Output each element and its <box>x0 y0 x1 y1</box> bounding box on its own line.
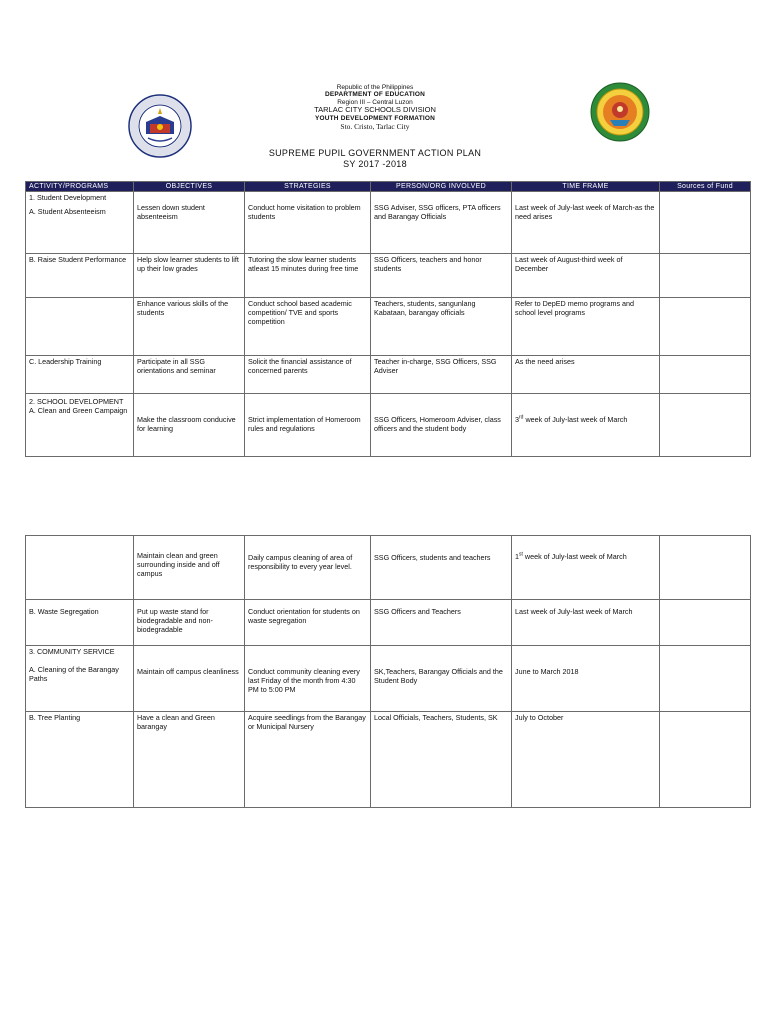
table-row <box>26 712 751 808</box>
table-row <box>26 646 751 712</box>
timeframe-cell <box>512 298 660 356</box>
persons-text: SSG Officers, Homeroom Adviser, class officers and the student body <box>374 415 501 433</box>
activity-text: C. Leadership Training <box>29 357 102 366</box>
strategy-text: Solicit the financial assistance of concerned parents <box>248 357 352 375</box>
persons-cell <box>371 536 512 600</box>
persons-text: SSG Officers and Teachers <box>374 607 461 616</box>
office-line: YOUTH DEVELOPMENT FORMATION <box>314 115 436 123</box>
section-label: 1. Student Development <box>29 193 107 202</box>
fund-cell <box>660 536 751 600</box>
fund-cell <box>660 192 751 254</box>
objective-text: Participate in all SSG orientations and seminar <box>137 357 216 375</box>
timeframe-text: Last week of August-third week of December <box>515 255 623 273</box>
timeframe-rest: week of July-last week of March <box>523 415 628 424</box>
activity-cell <box>26 712 134 808</box>
division-seal-icon <box>590 82 650 142</box>
strategy-text: Conduct orientation for students on waste segregation <box>248 607 360 625</box>
strategy-cell <box>245 536 371 600</box>
timeframe-cell <box>512 254 660 298</box>
fund-cell <box>660 394 751 457</box>
table-row <box>26 192 751 254</box>
activity-cell <box>26 192 134 254</box>
objective-cell <box>134 536 245 600</box>
col-header-strategies: STRATEGIES <box>245 182 371 192</box>
col-header-activity: ACTIVITY/PROGRAMS <box>26 182 134 192</box>
persons-text: SSG Officers, students and teachers <box>374 553 491 562</box>
activity-cell <box>26 356 134 394</box>
section-label: 2. SCHOOL DEVELOPMENT <box>29 397 124 406</box>
fund-cell <box>660 646 751 712</box>
tarlac-division-seal-logo <box>590 82 650 142</box>
strategy-cell <box>245 356 371 394</box>
persons-text: SK,Teachers, Barangay Officials and the Student Body <box>374 667 503 685</box>
persons-cell <box>371 712 512 808</box>
fund-cell <box>660 254 751 298</box>
col-header-fund: Sources of Fund <box>660 182 751 192</box>
objective-text: Maintain clean and green surrounding inside and off campus <box>137 551 220 578</box>
col-header-timeframe: TIME FRAME <box>512 182 660 192</box>
activity-text: A. Cleaning of the Barangay Paths <box>29 665 119 683</box>
division-line: TARLAC CITY SCHOOLS DIVISION <box>314 105 436 115</box>
timeframe-text: Refer to DepED memo programs and school level programs <box>515 299 635 317</box>
col-header-objectives: OBJECTIVES <box>134 182 245 192</box>
persons-cell <box>371 192 512 254</box>
department-line: DEPARTMENT OF EDUCATION <box>324 91 426 99</box>
action-plan-table-part2 <box>25 535 751 808</box>
timeframe-text: As the need arises <box>515 357 575 366</box>
timeframe-cell <box>512 394 660 457</box>
persons-cell <box>371 356 512 394</box>
table-header-row <box>26 182 751 192</box>
persons-cell <box>371 254 512 298</box>
activity-cell <box>26 646 134 712</box>
timeframe-ordinal: rd <box>519 414 524 421</box>
col-header-persons: PERSON/ORG INVOLVED <box>371 182 512 192</box>
activity-text: B. Raise Student Performance <box>29 255 127 264</box>
objective-text: Enhance various skills of the students <box>137 299 229 317</box>
objective-cell <box>134 600 245 646</box>
table-row <box>26 394 751 457</box>
strategy-text: Conduct home visitation to problem students <box>248 203 361 221</box>
timeframe-cell <box>512 536 660 600</box>
strategy-cell <box>245 192 371 254</box>
timeframe-number: 1 <box>515 552 519 561</box>
strategy-cell <box>245 600 371 646</box>
timeframe-text: Last week of July-last week of March-as the need arises <box>515 203 655 221</box>
timeframe-cell <box>512 356 660 394</box>
table-row <box>26 298 751 356</box>
table-row <box>26 536 751 600</box>
table-row <box>26 600 751 646</box>
timeframe-text <box>515 537 656 561</box>
activity-text: A. Clean and Green Campaign <box>29 406 128 415</box>
strategy-text: Tutoring the slow learner students atleast 15 minutes during free time <box>248 255 359 273</box>
timeframe-text <box>515 395 656 424</box>
objective-text: Make the classroom conducive for learning <box>137 415 236 433</box>
objective-cell <box>134 712 245 808</box>
persons-cell <box>371 600 512 646</box>
timeframe-cell <box>512 646 660 712</box>
persons-cell <box>371 394 512 457</box>
fund-cell <box>660 712 751 808</box>
school-year: SY 2017 -2018 <box>343 158 407 169</box>
timeframe-text: July to October <box>515 713 564 722</box>
strategy-text: Daily campus cleaning of area of responsibility to every year level. <box>248 553 353 571</box>
timeframe-cell <box>512 712 660 808</box>
section-label: 3. COMMUNITY SERVICE <box>29 647 115 656</box>
timeframe-text: Last week of July-last week of March <box>515 607 633 616</box>
persons-cell <box>371 298 512 356</box>
strategy-text: Conduct school based academic competition/ TVE and sports competition <box>248 299 352 326</box>
activity-text: B. Tree Planting <box>29 713 81 722</box>
fund-cell <box>660 298 751 356</box>
strategy-cell <box>245 298 371 356</box>
objective-cell <box>134 254 245 298</box>
strategy-text: Strict implementation of Homeroom rules and regulations <box>248 415 361 433</box>
activity-text: B. Waste Segregation <box>29 607 99 616</box>
objective-cell <box>134 646 245 712</box>
document-title <box>180 148 570 170</box>
objective-text: Have a clean and Green barangay <box>137 713 215 731</box>
activity-cell <box>26 298 134 356</box>
persons-text: SSG Adviser, SSG officers, PTA officers and Barangay Officials <box>374 203 501 221</box>
persons-text: Local Officials, Teachers, Students, SK <box>374 713 498 722</box>
objective-cell <box>134 394 245 457</box>
table-row <box>26 254 751 298</box>
activity-cell <box>26 600 134 646</box>
activity-cell <box>26 394 134 457</box>
objective-cell <box>134 356 245 394</box>
plan-title-text: SUPREME PUPIL GOVERNMENT ACTION PLAN <box>268 148 482 158</box>
timeframe-cell <box>512 192 660 254</box>
objective-cell <box>134 192 245 254</box>
republic-line: Republic of the Philippines <box>336 84 414 91</box>
strategy-cell <box>245 712 371 808</box>
persons-text: Teachers, students, sangunlang Kabataan, barangay officials <box>374 299 476 317</box>
timeframe-rest: week of July-last week of March <box>522 552 627 561</box>
strategy-cell <box>245 254 371 298</box>
timeframe-text: June to March 2018 <box>515 667 579 676</box>
strategy-cell <box>245 646 371 712</box>
objective-text: Maintain off campus cleanliness <box>137 667 239 676</box>
table-row <box>26 356 751 394</box>
timeframe-cell <box>512 600 660 646</box>
activity-cell <box>26 254 134 298</box>
objective-text: Lessen down student absenteeism <box>137 203 205 221</box>
activity-text: A. Student Absenteeism <box>29 207 106 216</box>
fund-cell <box>660 600 751 646</box>
persons-text: Teacher in-charge, SSG Officers, SSG Adviser <box>374 357 497 375</box>
fund-cell <box>660 356 751 394</box>
activity-cell <box>26 536 134 600</box>
timeframe-number: 3 <box>515 415 519 424</box>
letterhead <box>230 84 520 131</box>
persons-text: SSG Officers, teachers and honor students <box>374 255 482 273</box>
strategy-text: Conduct community cleaning every last Friday of the month from 4:30 PM to 5:00 PM <box>248 667 360 694</box>
strategy-text: Acquire seedlings from the Barangay or Municipal Nursery <box>248 713 366 731</box>
region-line: Region III – Central Luzon <box>337 98 413 106</box>
persons-cell <box>371 646 512 712</box>
action-plan-table-part1 <box>25 181 751 457</box>
address-line: Sto. Cristo, Tarlac City <box>340 121 410 131</box>
timeframe-ordinal: st <box>519 551 523 558</box>
objective-text: Put up waste stand for biodegradable and non-biodegradable <box>137 607 213 634</box>
strategy-cell <box>245 394 371 457</box>
objective-text: Help slow learner students to lift up their low grades <box>137 255 239 273</box>
objective-cell <box>134 298 245 356</box>
